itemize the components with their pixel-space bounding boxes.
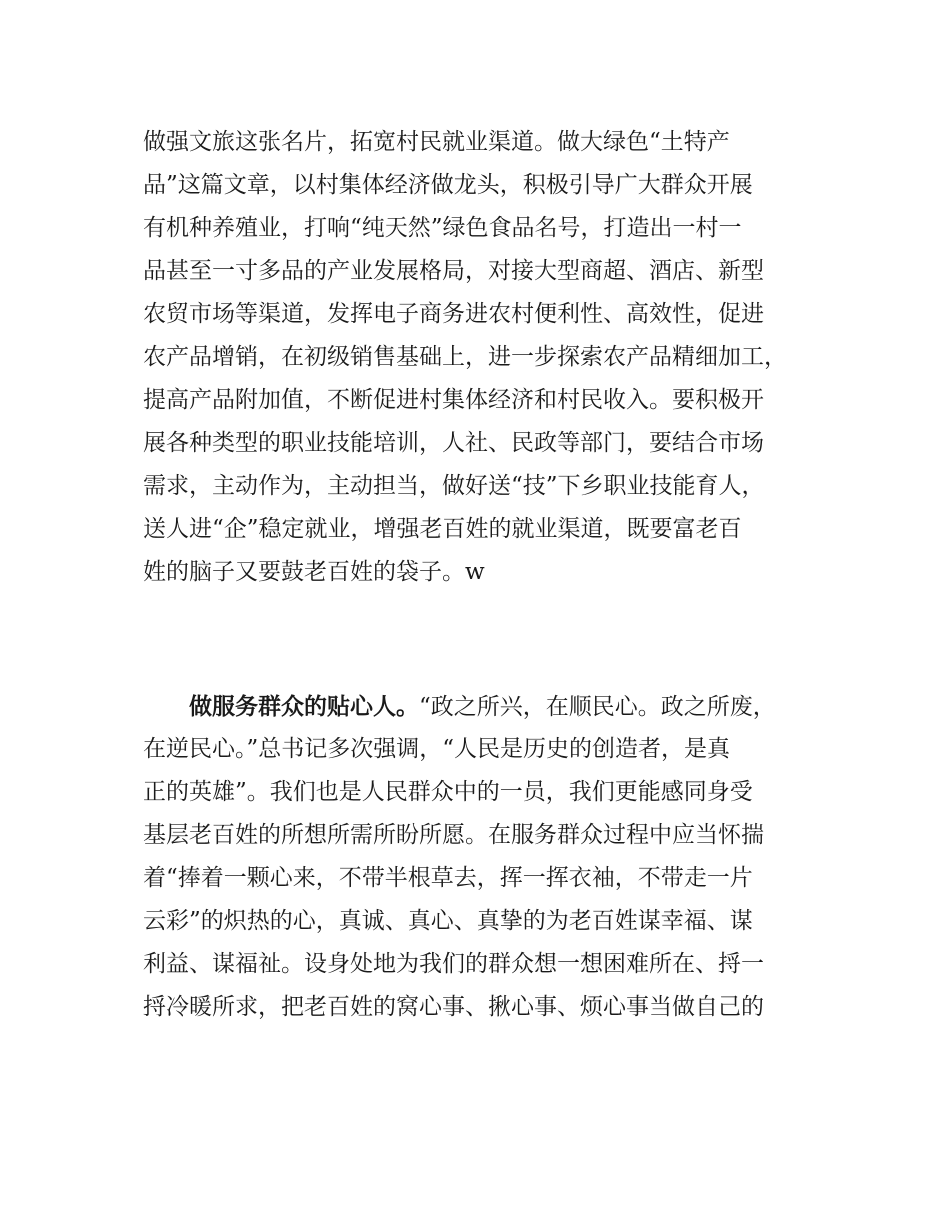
paragraph-first-line-text: “政之所兴，在顺民心。政之所废， [419, 694, 776, 720]
text-line: 提高产品附加值，不断促进村集体经济和村民收入。要积极开 [143, 387, 764, 413]
text-line: 做强文旅这张名片，拓宽村民就业渠道。做大绿色“土特产 [143, 129, 730, 155]
text-line: 农产品增销，在初级销售基础上，进一步探索农产品精细加工， [143, 344, 787, 370]
paragraph-serve-the-people [143, 685, 833, 1029]
paragraph-employment [143, 121, 833, 594]
text-line: 需求，主动作为，主动担当，做好送“技”下乡职业技能育人， [143, 473, 765, 499]
text-line: 基层老百姓的所想所需所盼所愿。在服务群众过程中应当怀揣 [143, 822, 764, 848]
paragraph-first-line [143, 685, 833, 728]
text-line: 有机种养殖业，打响“纯天然”绿色食品名号，打造出一村一 [143, 215, 742, 241]
paragraph-heading: 做服务群众的贴心人。 [189, 693, 419, 720]
text-line: 利益、谋福祉。设身处地为我们的群众想一想困难所在、捋一 [143, 951, 764, 977]
text-line: 正的英雄”。我们也是人民群众中的一员，我们更能感同身受 [143, 779, 753, 805]
text-line: 着“捧着一颗心来，不带半根草去，挥一挥衣袖，不带走一片 [143, 865, 753, 891]
text-line: 农贸市场等渠道，发挥电子商务进农村便利性、高效性，促进 [143, 301, 764, 327]
text-line: 展各种类型的职业技能培训，人社、民政等部门，要结合市场 [143, 430, 764, 456]
text-line: 品甚至一寸多品的产业发展格局，对接大型商超、酒店、新型 [143, 258, 764, 284]
text-line: 捋冷暖所求，把老百姓的窝心事、揪心事、烦心事当做自己的 [143, 994, 764, 1020]
text-line: 在逆民心。”总书记多次强调，“人民是历史的创造者，是真 [143, 736, 731, 762]
text-line: 云彩”的炽热的心，真诚、真心、真挚的为老百姓谋幸福、谋 [143, 908, 753, 934]
text-line: 姓的脑子又要鼓老百姓的袋子。w [143, 559, 485, 585]
text-line: 送人进“企”稳定就业，增强老百姓的就业渠道，既要富老百 [143, 516, 742, 542]
text-line: 品”这篇文章，以村集体经济做龙头，积极引导广大群众开展 [143, 172, 753, 198]
